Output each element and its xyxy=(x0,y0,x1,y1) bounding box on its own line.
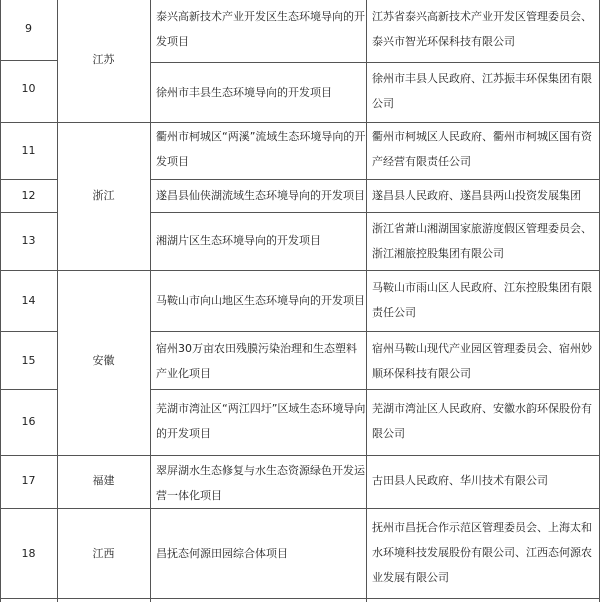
column-divider xyxy=(57,0,58,602)
row-divider xyxy=(150,122,600,123)
province-label: 江西 xyxy=(92,547,115,560)
group-divider xyxy=(57,598,150,599)
project-name: 湘湖片区生态环境导向的开发项目 xyxy=(156,234,321,247)
implementing-units: 马鞍山市雨山区人民政府、江东控股集团有限责任公司 xyxy=(372,281,592,319)
project-name: 翠屏湖水生态修复与水生态资源绿色开发运营一体化项目 xyxy=(156,464,365,502)
row-divider xyxy=(0,122,57,123)
row-number: 16 xyxy=(21,415,36,428)
project-name: 遂昌县仙侠湖流域生态环境导向的开发项目 xyxy=(156,189,365,202)
row-divider xyxy=(150,598,600,599)
row-divider xyxy=(150,270,600,271)
row-number: 9 xyxy=(25,22,32,35)
project-name: 衢州市柯城区“两溪”流域生态环境导向的开发项目 xyxy=(156,130,366,168)
implementing-units: 古田县人民政府、华川技术有限公司 xyxy=(372,474,548,487)
project-name: 泰兴高新技术产业开发区生态环境导向的开发项目 xyxy=(156,10,365,48)
project-name: 昌抚态何源田园综合体项目 xyxy=(156,547,288,560)
group-divider xyxy=(57,122,150,123)
implementing-units: 遂昌县人民政府、遂昌县两山投资发展集团 xyxy=(372,189,581,202)
column-divider xyxy=(150,0,151,602)
implementing-units: 宿州马鞍山现代产业园区管理委员会、宿州妙顺环保科技有限公司 xyxy=(372,342,592,380)
implementing-units: 芜湖市湾沚区人民政府、安徽水韵环保股份有限公司 xyxy=(372,402,592,440)
row-number: 12 xyxy=(21,189,36,202)
row-divider xyxy=(150,389,600,390)
row-divider xyxy=(150,455,600,456)
row-divider xyxy=(0,508,57,509)
row-number: 15 xyxy=(21,354,36,367)
row-divider xyxy=(0,270,57,271)
row-number: 10 xyxy=(21,82,36,95)
column-divider xyxy=(366,0,367,602)
row-divider xyxy=(0,212,57,213)
implementing-units: 浙江省萧山湘湖国家旅游度假区管理委员会、浙江湘旅控股集团有限公司 xyxy=(372,222,592,260)
row-number: 18 xyxy=(21,547,36,560)
project-name: 徐州市丰县生态环境导向的开发项目 xyxy=(156,86,332,99)
project-name: 宿州30万亩农田残膜污染治理和生态塑料产业化项目 xyxy=(156,342,357,380)
row-number: 13 xyxy=(21,234,36,247)
row-divider xyxy=(0,60,57,61)
group-divider xyxy=(57,508,150,509)
group-divider xyxy=(57,455,150,456)
row-divider xyxy=(150,179,600,180)
row-divider xyxy=(0,598,57,599)
row-number: 17 xyxy=(21,474,36,487)
row-divider xyxy=(150,62,600,63)
province-label: 安徽 xyxy=(92,354,115,367)
province-label: 浙江 xyxy=(92,189,115,202)
row-divider xyxy=(0,331,57,332)
implementing-units: 衢州市柯城区人民政府、衢州市柯城区国有资产经营有限责任公司 xyxy=(372,130,592,168)
province-label: 江苏 xyxy=(92,53,115,66)
row-divider xyxy=(150,212,600,213)
province-label: 福建 xyxy=(92,474,115,487)
implementing-units: 徐州市丰县人民政府、江苏振丰环保集团有限公司 xyxy=(372,72,592,110)
row-divider xyxy=(0,389,57,390)
row-divider xyxy=(150,508,600,509)
project-name: 马鞍山市向山地区生态环境导向的开发项目 xyxy=(156,294,365,307)
row-number: 14 xyxy=(21,294,36,307)
project-name: 芜湖市湾沚区“两江四圩”区域生态环境导向的开发项目 xyxy=(156,402,366,440)
implementing-units: 江苏省泰兴高新技术产业开发区管理委员会、泰兴市智光环保科技有限公司 xyxy=(372,10,592,48)
implementing-units: 抚州市昌抚合作示范区管理委员会、上海太和水环境科技发展股份有限公司、江西态何源农业发展有限公司 xyxy=(372,521,592,584)
row-number: 11 xyxy=(21,144,36,157)
group-divider xyxy=(57,270,150,271)
row-divider xyxy=(0,455,57,456)
row-divider xyxy=(150,331,600,332)
row-divider xyxy=(0,179,57,180)
